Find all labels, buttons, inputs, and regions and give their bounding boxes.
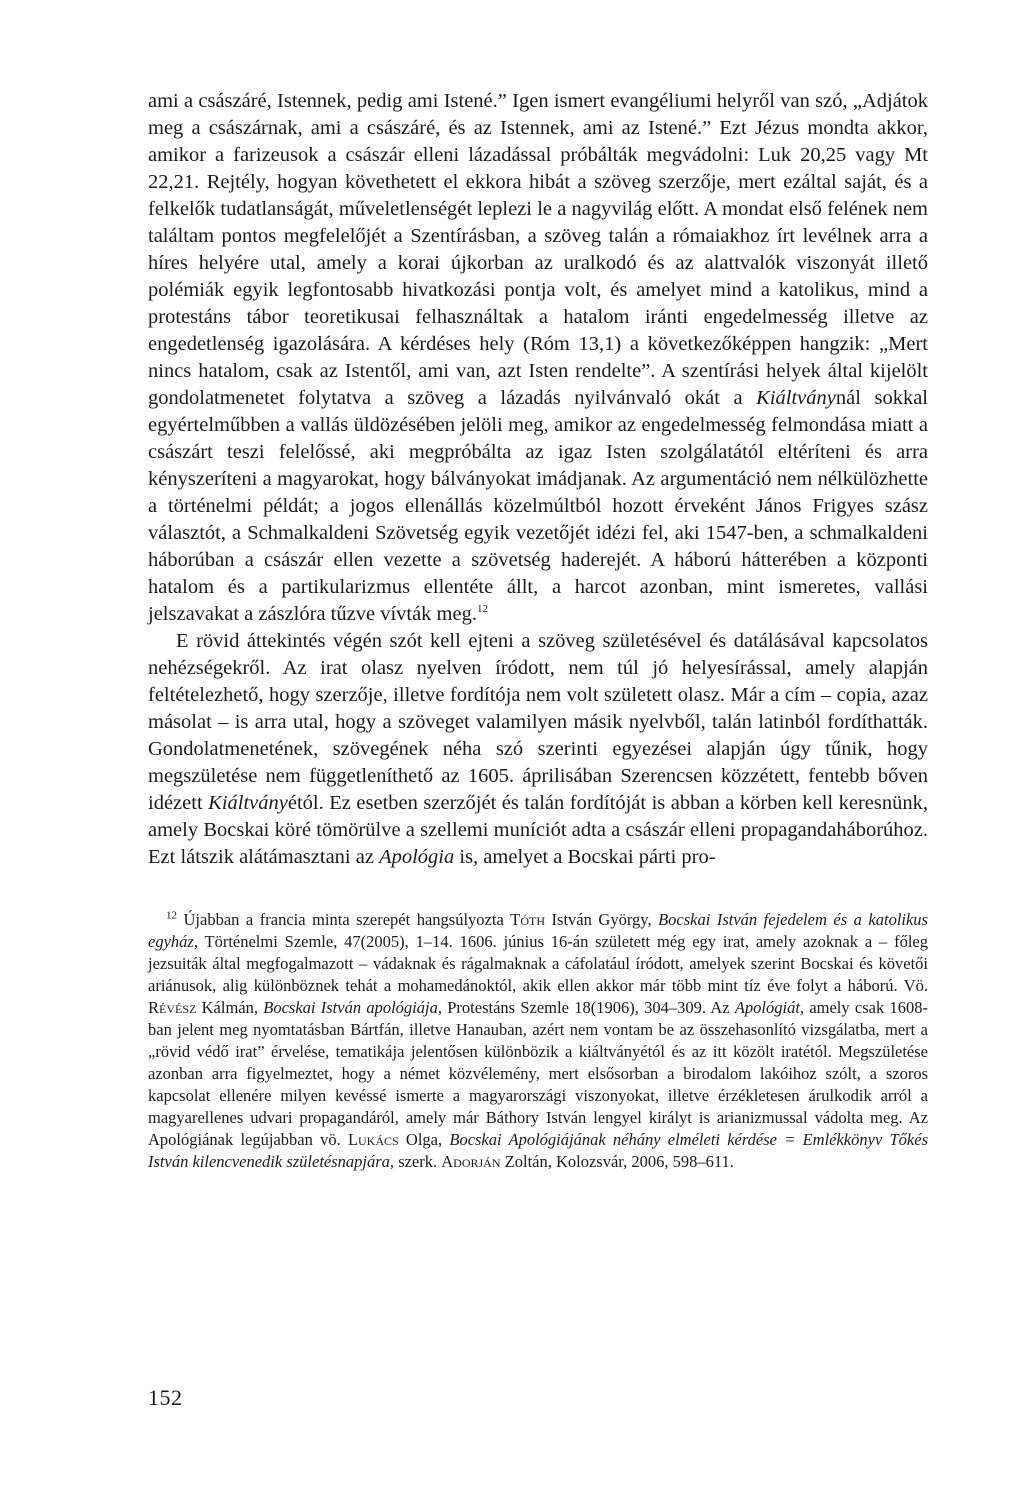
footnote-ref-12: 12	[476, 603, 488, 616]
fn-author-name: Tóth	[510, 910, 546, 929]
footnote-12	[148, 909, 928, 1173]
p2-text-3: is, amelyet a Bocskai párti pro-	[454, 846, 716, 868]
p1-italic-kialtvany: Kiáltvány	[756, 387, 836, 409]
fn-text: István György,	[545, 910, 659, 929]
p2-italic-kialtvany: Kiáltvány	[208, 792, 288, 814]
fn-text: Olga,	[398, 1130, 450, 1149]
fn-title: Bocskai István apológiája,	[263, 998, 442, 1017]
page-content	[148, 88, 928, 1173]
footnote-number: 12	[166, 909, 177, 922]
paragraph-2	[148, 628, 928, 871]
fn-text: Kálmán,	[196, 998, 264, 1017]
fn-author-name: Lukács	[347, 1130, 399, 1149]
fn-author-name: Révész	[148, 998, 197, 1017]
fn-text: Történelmi Szemle, 47(2005), 1–14. 1606. június 16-án született még egy irat, amely azoknak a – főleg jezsuiták által megfogalmazott – vádaknak és rágalmaknak a cáfolatául íródott, amelyek szerint Bocskai és követői ariánusok, alig különböznek tehát a mohamedánoktól, akik ellen akkor már több mint tíz éve folyt a háború. Vö.	[148, 932, 928, 995]
fn-author-name: Adorján	[441, 1152, 501, 1171]
fn-text: amely csak 1608-ban jelent meg nyomtatásban Bártfán, illetve Hanauban, azért nem vontam be az összehasonlító vizsgálatba, mert a „rövid védő irat” érvelése, tematikája jelentősen különbözik a kiáltványétól és az itt közölt iratétól. Megszületése azonban arra figyelmeztet, hogy a német közvélemény, mert elsősorban a birodalom lakóihoz szólt, a szoros kapcsolat ellenére milyen kevéssé ismerte a magyarországi viszonyokat, illetve érzékletesen árulkodik arról a magyarellenes udvari propagandáról, amely már Báthory István lengyel királyt is arianizmussal vádolta meg. Az Apológiának legújabban vö.	[148, 998, 928, 1149]
fn-title: Bocskai Apológiájának néhány elméleti kérdése = Emlékkönyv Tőkés István kilencvenedik születésnapjára,	[148, 1130, 929, 1171]
page-number: 152	[148, 1385, 183, 1410]
fn-text: szerk.	[394, 1152, 442, 1171]
fn-text: Újabban a francia minta szerepét hangsúlyozta	[177, 910, 511, 929]
fn-title: Apológiát,	[734, 998, 805, 1017]
p1-text-2: nál sokkal egyértelműbben a vallás üldözésében jelöli meg, amikor az engedelmesség felmondása miatt a császárt teszi felelőssé, aki megpróbálta az igaz Isten szolgálatától eltéríteni és arra kényszeríteni a magyarokat, hogy bálványokat imádjanak. Az argumentáció nem nélkülözhette a történelmi példát; a jogos ellenállás közelmúltból hozott érveként János Frigyes szász választót, a Schmalkaldeni Szövetség egyik vezetőjét idézi fel, aki 1547-ben, a schmalkaldeni háborúban a császár ellen vezette a szövetség haderejét. A háború hátterében a központi hatalom és a partikularizmus ellentéte állt, a harcot azonban, mint ismeretes, vallási jelszavakat a zászlóra tűzve vívták meg.	[148, 387, 928, 625]
fn-title: Bocskai István fejedelem és a katolikus egyház,	[148, 910, 928, 951]
p1-text-1: ami a császáré, Istennek, pedig ami Istené.” Igen ismert evangéliumi helyről van szó, „Adjátok meg a császárnak, ami a császáré, és az Istennek, ami az Istené.” Ezt Jézus mondta akkor, amikor a farizeusok a császár elleni lázadással próbálták megvádolni: Luk 20,25 vagy Mt 22,21. Rejtély, hogyan követhetett el ekkora hibát a szöveg szerzője, mert ezáltal saját, és a felkelők tudatlanságát, műveletlenségét leplezi le a nagyvilág előtt. A mondat első felének nem találtam pontos megfelelőjét a Szentírásban, a szöveg talán a rómaiakhoz írt levélnek arra a híres helyére utal, amely a korai újkorban az uralkodó és az alattvalók viszonyát illető polémiák egyik legfontosabb hivatkozási pontja volt, és amelyet mind a katolikus, mind a protestáns tábor teoretikusai felhasználtak a hatalom iránti engedelmesség illetve az engedetlenség igazolására. A kérdéses hely (Róm 13,1) a következőképpen hangzik: „Mert nincs hatalom, csak az Istentől, ami van, azt Isten rendelte”. A szentírási helyek által kijelölt gondolatmenetet folytatva a szöveg a lázadás nyilvánvaló okát a	[148, 90, 928, 409]
footnotes	[148, 909, 928, 1173]
paragraph-1	[148, 88, 928, 628]
p2-text-2: étól. Ez esetben szerzőjét és talán fordítóját is abban a körben kell keresnünk, amely Bocskai köré tömörülve a szellemi muníciót adta a császár elleni propagandaháborúhoz. Ezt látszik alátámasztani az	[148, 792, 928, 868]
fn-text: Zoltán, Kolozsvár, 2006, 598–611.	[500, 1152, 734, 1171]
fn-text: Protestáns Szemle 18(1906), 304–309. Az	[441, 998, 735, 1017]
main-text	[148, 88, 928, 871]
p2-text-1: E rövid áttekintés végén szót kell ejteni a szöveg születésével és datálásával kapcsolatos nehézségekről. Az irat olasz nyelven íródott, nem túl jó helyesírással, amely alapján feltételezhető, hogy szerzője, illetve fordítója nem volt született olasz. Már a cím – copia, azaz másolat – is arra utal, hogy a szöveget valamilyen másik nyelvből, talán latinból fordíthatták. Gondolatmenetének, szövegének néha szó szerinti egyezései alapján úgy tűnik, hogy megszületése nem függetleníthető az 1605. áprilisában Szerencsen közzétett, fentebb bőven idézett	[148, 630, 928, 814]
p2-italic-apologia: Apológia	[379, 846, 455, 868]
